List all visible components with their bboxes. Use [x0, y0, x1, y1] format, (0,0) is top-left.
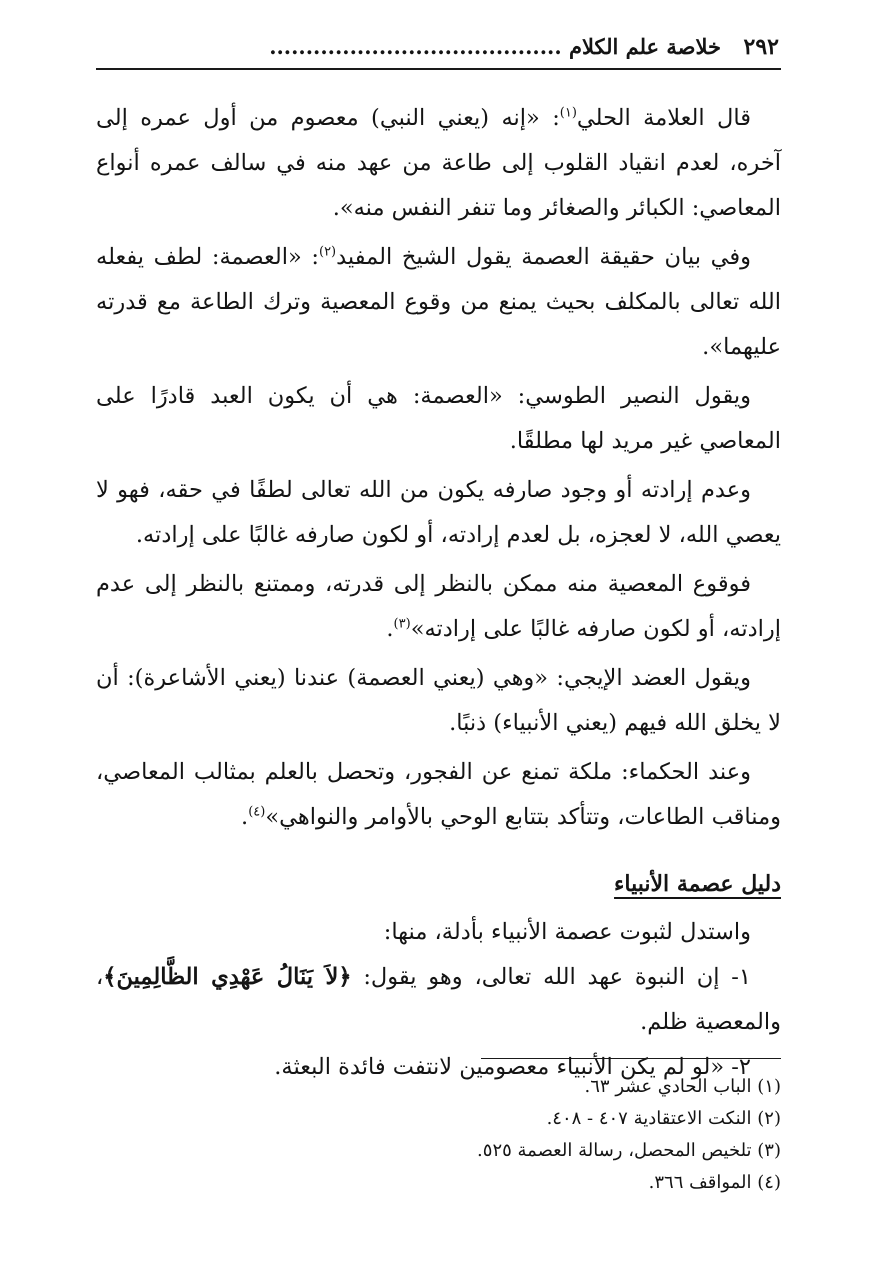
section-heading: دليل عصمة الأنبياء — [614, 871, 781, 897]
footnote-2: (٢) النكت الاعتقادية ٤٠٧ - ٤٠٨. — [546, 1108, 781, 1129]
paragraph-text: : «العصمة: لطف يفعله الله تعالى بالمكلف بحيث يمنع من وقوع المعصية وترك الطاعة مع قدرته عليهما». — [96, 244, 781, 360]
footnotes — [96, 1058, 781, 1199]
page-header — [96, 30, 781, 70]
footnote-ref-4[interactable]: (٤) — [248, 804, 266, 820]
paragraph-text: وفي بيان حقيقة العصمة يقول الشيخ المفيد — [336, 244, 751, 270]
paragraph-text: قال العلامة الحلي — [576, 105, 751, 131]
footnote-1: (١) الباب الحادي عشر ٦٣. — [584, 1076, 781, 1097]
paragraph-text: وعند الحكماء: ملكة تمنع عن الفجور، وتحصل بالعلم بمثالب المعاصي، ومناقب الطاعات، وتتأكد بتتابع الوحي بالأوامر والنواهي» — [96, 759, 781, 830]
main-text — [96, 96, 781, 1090]
footnote-ref-1[interactable]: (١) — [559, 105, 577, 121]
list-item-text: ٢- «لو لم يكن الأنبياء معصومين لانتفت فائدة البعثة. — [274, 1054, 751, 1080]
footnote-divider — [481, 1058, 781, 1059]
footnote-ref-2[interactable]: (٢) — [318, 244, 337, 260]
list-item-text: ١- إن النبوة عهد الله تعالى، وهو يقول: — [351, 964, 752, 990]
footnote-3: (٣) تلخيص المحصل، رسالة العصمة ٥٢٥. — [477, 1140, 781, 1161]
title-leader-dots: ........................................ — [269, 34, 562, 59]
list-item — [96, 955, 781, 1045]
paragraph-text: ويقول العضد الإيجي: «وهي (يعني العصمة) عندنا (يعني الأشاعرة): أن لا يخلق الله فيهم (يعني الأنبياء) ذنبًا. — [96, 665, 781, 736]
list-item-text: ، والمعصية ظلم. — [96, 964, 781, 1035]
footnote-4: (٤) المواقف ٣٦٦. — [648, 1172, 781, 1193]
paragraph-will — [96, 468, 781, 558]
section-intro: واستدل لثبوت عصمة الأنبياء بأدلة، منها: — [383, 919, 751, 945]
paragraph-mufid — [96, 235, 781, 370]
paragraph-text: ويقول النصير الطوسي: «العصمة: هي أن يكون العبد قادرًا على المعاصي غير مريد لها مطلقًا. — [96, 383, 781, 454]
footnote-ref-3[interactable]: (٣) — [393, 616, 411, 632]
paragraph-text: : «إنه (يعني النبي) معصوم من أول عمره إلى آخره، لعدم انقياد القلوب إلى طاعة من عهد منه في سالف عمره أنواع المعاصي: الكبائر والصغائر وما تنفر النفس منه». — [96, 105, 781, 221]
quran-verse: ﴿لاَ يَنَالُ عَهْدِي الظَّالِمِينَ﴾ — [103, 964, 352, 990]
paragraph-philosophers — [96, 750, 781, 840]
running-title-text: خلاصة علم الكلام — [568, 34, 721, 59]
paragraph-tusi — [96, 374, 781, 464]
paragraph-possibility — [96, 562, 781, 652]
paragraph-hilli — [96, 96, 781, 231]
paragraph-text: فوقوع المعصية منه ممكن بالنظر إلى قدرته، وممتنع بالنظر إلى عدم إرادته، أو لكون صارفه غالبًا على إرادته» — [96, 571, 781, 642]
page-number: ٢٩٢ — [743, 34, 779, 60]
paragraph-text: وعدم إرادته أو وجود صارفه يكون من الله تعالى لطفًا في حقه، فهو لا يعصي الله، لا لعجزه، بل لعدم إرادته، أو لكون صارفه غالبًا على إرادته. — [96, 477, 781, 548]
paragraph-text: . — [241, 804, 249, 830]
paragraph-text: . — [386, 616, 394, 642]
running-title — [98, 34, 721, 59]
paragraph-iji — [96, 656, 781, 746]
